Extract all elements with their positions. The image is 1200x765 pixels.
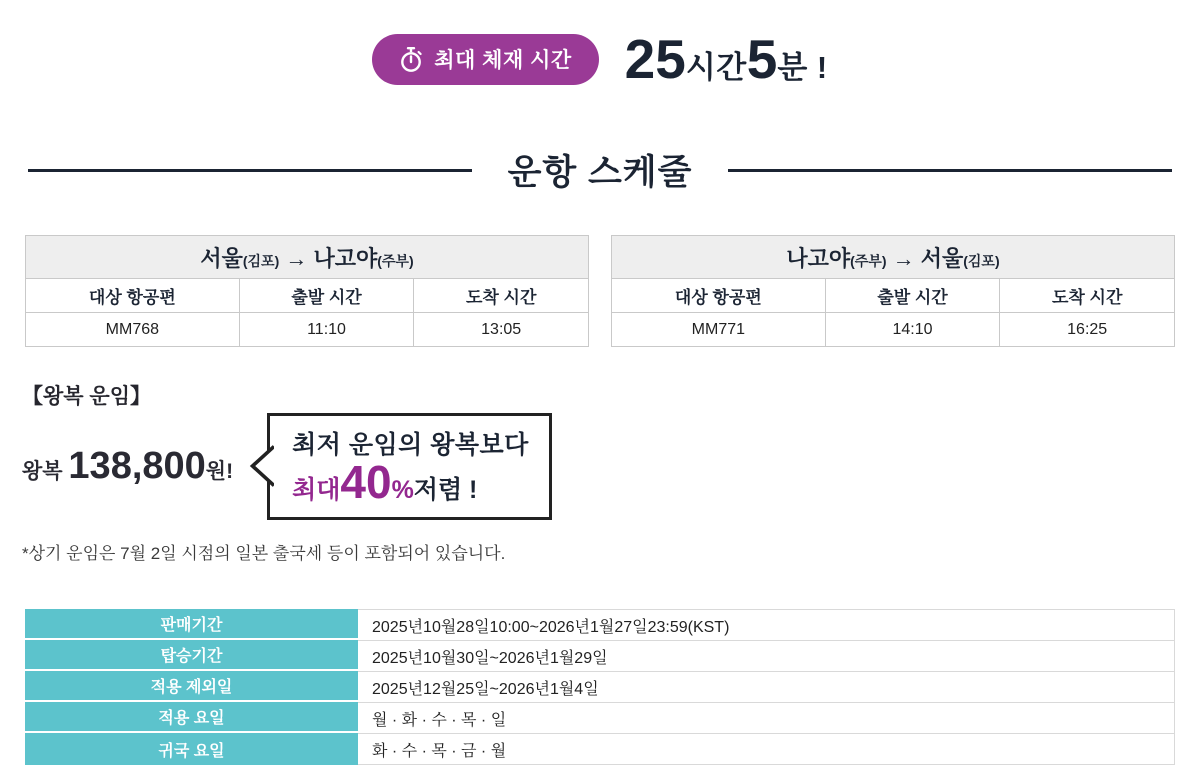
list-item <box>25 609 1175 640</box>
col-header-departure: 출발 시간 <box>239 279 414 313</box>
table-row <box>612 313 1175 347</box>
schedule-section-title: 운항 스케줄 <box>507 153 693 192</box>
outbound-arrival-time: 13:05 <box>414 313 589 347</box>
bubble-line1: 최저 운임의 왕복보다 <box>292 430 529 459</box>
col-header-flight: 대상 항공편 <box>26 279 240 313</box>
stay-exclaim: ! <box>807 50 828 85</box>
info-label-sales-period: 판매기간 <box>25 609 358 640</box>
inbound-schedule-table <box>611 235 1175 347</box>
stay-hours-unit: 시간 <box>685 50 747 85</box>
stopwatch-icon <box>399 46 423 73</box>
info-label-return-days: 귀국 요일 <box>25 733 358 765</box>
bubble-line2 <box>292 455 529 508</box>
list-item <box>25 640 1175 671</box>
col-header-departure: 출발 시간 <box>825 279 1000 313</box>
col-header-arrival: 도착 시간 <box>414 279 589 313</box>
stay-minutes-unit: 분 <box>777 50 808 85</box>
outbound-from: 서울 <box>200 245 243 271</box>
arrow-right-icon: → <box>886 245 921 271</box>
col-header-flight: 대상 항공편 <box>612 279 826 313</box>
outbound-from-airport: (김포) <box>242 252 280 269</box>
stay-hours: 25 <box>624 28 686 90</box>
outbound-flight-number: MM768 <box>26 313 240 347</box>
max-stay-badge-label: 최대 체재 시간 <box>434 49 572 72</box>
max-stay-badge <box>372 34 598 85</box>
info-value-applicable-days: 월 · 화 · 수 · 목 · 일 <box>358 702 1175 733</box>
promo-info-table <box>25 609 1175 765</box>
inbound-route-header <box>612 236 1175 279</box>
stay-minutes: 5 <box>746 28 778 90</box>
price-amount: 138,800 <box>68 444 206 487</box>
bubble-max-label: 최대 <box>292 475 341 504</box>
info-label-excluded-dates: 적용 제외일 <box>25 671 358 702</box>
info-value-excluded-dates: 2025년12월25일~2026년1월4일 <box>358 671 1175 702</box>
outbound-departure-time: 11:10 <box>239 313 414 347</box>
inbound-to-airport: (김포) <box>963 252 1000 269</box>
price-suffix: 원! <box>205 459 234 483</box>
info-label-travel-period: 탑승기간 <box>25 640 358 671</box>
info-value-sales-period: 2025년10월28일10:00~2026년1월27일23:59(KST) <box>358 609 1175 640</box>
max-stay-duration <box>625 27 828 91</box>
list-item <box>25 733 1175 765</box>
speech-bubble-tail-icon <box>247 443 274 489</box>
list-item <box>25 671 1175 702</box>
inbound-flight-number: MM771 <box>612 313 826 347</box>
info-label-applicable-days: 적용 요일 <box>25 702 358 733</box>
inbound-from: 나고야 <box>786 245 851 271</box>
title-divider-left <box>28 169 472 172</box>
fare-row <box>22 418 1200 514</box>
inbound-to: 서울 <box>920 245 964 271</box>
title-divider-right <box>728 169 1172 172</box>
discount-percent: 40 <box>340 455 392 508</box>
outbound-to-airport: (주부) <box>377 252 414 269</box>
outbound-route-header <box>26 236 589 279</box>
roundtrip-fare-heading: 【왕복 운임】 <box>22 385 151 408</box>
inbound-arrival-time: 16:25 <box>1000 313 1175 347</box>
arrow-right-icon: → <box>279 245 314 271</box>
outbound-to: 나고야 <box>313 245 378 271</box>
col-header-arrival: 도착 시간 <box>1000 279 1175 313</box>
bubble-cheaper-label: 저렴 ! <box>413 475 478 504</box>
inbound-departure-time: 14:10 <box>825 313 1000 347</box>
info-value-travel-period: 2025년10월30일~2026년1월29일 <box>358 640 1175 671</box>
info-value-return-days: 화 · 수 · 목 · 금 · 월 <box>358 733 1175 765</box>
schedule-tables <box>25 235 1175 347</box>
inbound-from-airport: (주부) <box>850 252 887 269</box>
table-row <box>26 313 589 347</box>
schedule-section-header <box>28 145 1172 195</box>
roundtrip-price <box>22 445 233 488</box>
discount-speech-bubble <box>267 413 552 520</box>
percent-sign: % <box>391 475 414 504</box>
fare-note: *상기 운임은 7월 2일 시점의 일본 출국세 등이 포함되어 있습니다. <box>22 544 506 563</box>
outbound-schedule-table <box>25 235 589 347</box>
max-stay-hero <box>0 0 1200 91</box>
list-item <box>25 702 1175 733</box>
price-prefix: 왕복 <box>22 459 69 483</box>
